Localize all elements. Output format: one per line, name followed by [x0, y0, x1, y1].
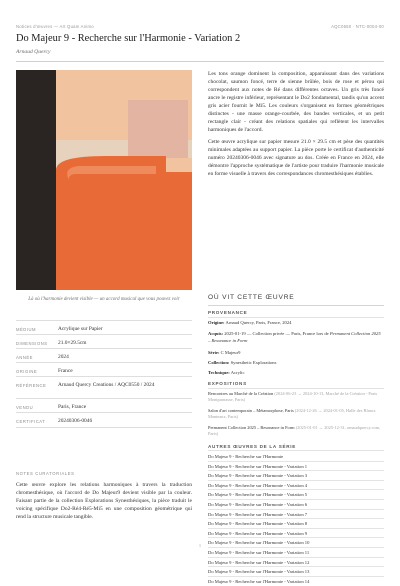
provenance-acquired: [208, 331, 384, 344]
collection-label: Collection:: [208, 360, 229, 365]
spec-key: VENDU: [16, 405, 33, 410]
origin-value: Arnaud Quercy, Paris, France, 2024: [226, 320, 292, 325]
origin-label: Origine:: [208, 320, 225, 325]
where-heading: OÙ VIT CETTE ŒUVRE: [208, 294, 294, 301]
spec-key: DIMENSIONS: [16, 341, 48, 346]
spec-key: RÉFÉRENCE: [16, 383, 46, 388]
spec-row-sold: [16, 398, 192, 412]
series-link[interactable]: Do Majeur 9 - Recherche sur l'Harmonie - Variation 10: [208, 538, 384, 548]
right-column: [208, 70, 384, 178]
technique-label: Technique:: [208, 370, 230, 375]
series-link[interactable]: Do Majeur 9 - Recherche sur l'Harmonie - Variation 12: [208, 558, 384, 568]
exposition-name: Rencontres au Marché de la Création: [208, 391, 273, 396]
description-paragraph: Cette œuvre acrylique sur papier mesure 21.0 × 29.5 cm et pèse des quantités minimales adaptées au support papier. La pièce porte le certificat d'authenticité numéro 20240306-0046 avec signature au dos. Créée en France en 2024, elle démontre l'approche systématique de l'artiste pour traduire l'harmonie musicale en forme visuelle à travers des correspondances chromesthésiques établies.: [208, 138, 384, 178]
series-value: C Majeur9: [221, 350, 241, 355]
artist-name: Arnaud Quercy: [16, 49, 50, 55]
spec-key: ANNÉE: [16, 355, 33, 360]
series-link[interactable]: Do Majeur 9 - Recherche sur l'Harmonie - Variation 3: [208, 471, 384, 481]
exposition-item: [208, 425, 384, 438]
provenance-heading: PROVENANCE: [208, 310, 247, 315]
series-link[interactable]: Do Majeur 9 - Recherche sur l'Harmonie - Variation 14: [208, 577, 384, 586]
series-link[interactable]: Do Majeur 9 - Recherche sur l'Harmonie - Variation 1: [208, 462, 384, 472]
series-label: Série:: [208, 350, 219, 355]
art-rose-band: [128, 100, 188, 160]
page-number: 1: [16, 543, 384, 548]
exposition-item: [208, 408, 384, 421]
spec-value: 21.0×29.5cm: [58, 339, 190, 347]
technique-value: Acrylic: [231, 370, 245, 375]
art-dark-band: [16, 70, 56, 290]
spec-row-dimensions: [16, 334, 192, 348]
provenance-series: [208, 350, 384, 357]
description-paragraph: Les tons orange dominent la composition, apparaissant dans des variations chocolat, saumon foncé, terre de sienne brûlée, bois de rose et pérou qui correspondent aux notes de Ré dans différentes octaves. Un gris très foncé ancre le registre inférieur, représentant le Do2 fondamental, tandis qu'un accent gris acier fournit le Mi5. Les couleurs s'organisent en formes géométriques distinctes - une masse orange-courbée, des bandes verticales, et un petit rectangle clair - créant des relations spatiales qui reflètent les intervalles harmoniques de l'accord.: [208, 70, 384, 134]
series-link[interactable]: Do Majeur 9 - Recherche sur l'Harmonie - Variation 5: [208, 490, 384, 500]
specs-table: [16, 320, 192, 428]
spec-key: CERTIFICAT: [16, 419, 45, 424]
spec-value: Arnaud Quercy Creations / AQC0550 / 2024: [58, 381, 190, 389]
header-divider: [16, 61, 384, 62]
series-link[interactable]: Do Majeur 9 - Recherche sur l'Harmonie: [208, 452, 384, 462]
series-link[interactable]: Do Majeur 9 - Recherche sur l'Harmonie - Variation 4: [208, 481, 384, 491]
where-divider: [208, 305, 384, 306]
curatorial-notes: Cette œuvre explore les relations harmoniques à travers la traduction chromesthésique, où l'accord de Do Majeur9 devient visible par la couleur. Faisant partie de la collection Explorations Synesthésiques, la pièce traduit le voicing spécifique Do2-Ré4-Ré5-Mi5 en une composition géométrique qui rend la structure musicale tangible.: [16, 481, 192, 521]
series-heading: AUTRES ŒUVRES DE LA SÉRIE: [208, 444, 296, 449]
spec-key: ORIGINE: [16, 369, 37, 374]
exposition-name: Permanent Collection 2025 – Resonance in Form: [208, 425, 295, 430]
acquired-label: Acquis:: [208, 331, 223, 336]
spec-row-year: [16, 348, 192, 362]
collection-label: Notices d'œuvres — Art Quam Animo: [16, 24, 94, 29]
spec-row-certificate: [16, 412, 192, 428]
spec-value: 20240306-0046: [58, 417, 190, 425]
spec-value: Paris, France: [58, 403, 190, 411]
spec-row-reference: [16, 376, 192, 398]
provenance-technique: [208, 370, 384, 377]
series-link[interactable]: Do Majeur 9 - Recherche sur l'Harmonie - Variation 6: [208, 500, 384, 510]
art-orange-mass: [56, 156, 192, 290]
acquired-event: Permanent Collection 2025 – Resonance in Form: [208, 331, 381, 343]
reference-label: AQC0550 · NTC-0004-00: [331, 24, 384, 29]
notes-heading: NOTES CURATORIALES: [16, 471, 75, 476]
exposition-detail: (2025-01-01 → 2025-12-31, arnaudquercy.com, Paris): [208, 425, 380, 436]
spec-value: France: [58, 367, 190, 375]
provenance-origin: [208, 320, 384, 327]
art-light-rect: [166, 158, 192, 172]
abstract-painting-icon: [16, 70, 192, 290]
spec-row-origin: [16, 362, 192, 376]
top-bar: [16, 24, 384, 32]
spec-row-medium: [16, 320, 192, 334]
page-title: Do Majeur 9 - Recherche sur l'Harmonie - Variation 2: [16, 33, 384, 45]
artwork-caption: Là où l'harmonie devient visible — un accord musical que vous pouvez voir: [28, 296, 180, 304]
spec-key: MÉDIUM: [16, 327, 36, 332]
expositions-heading: EXPOSITIONS: [208, 381, 247, 386]
series-link[interactable]: Do Majeur 9 - Recherche sur l'Harmonie - Variation 13: [208, 567, 384, 577]
series-link[interactable]: Do Majeur 9 - Recherche sur l'Harmonie - Variation 8: [208, 519, 384, 529]
exposition-name: Salon d'art contemporain – Métamorphose, Paris: [208, 408, 294, 413]
series-link[interactable]: Do Majeur 9 - Recherche sur l'Harmonie - Variation 11: [208, 548, 384, 558]
exposition-detail: (2024-06-23 → 2024-10-13, Marché de la Création - Paris Montparnasse, Paris): [208, 391, 377, 402]
collection-value: Synesthetic Explorations: [231, 360, 277, 365]
artwork-image: [16, 70, 192, 290]
acquired-value: 2025-01-19 — Collection privée — Paris, France lors de: [224, 331, 330, 336]
exposition-detail: (2024-12-26 → 2024-01-05, Halle des Blancs Manteaux, Paris): [208, 408, 376, 419]
notice-page: [16, 0, 384, 565]
series-link[interactable]: Do Majeur 9 - Recherche sur l'Harmonie - Variation 7: [208, 510, 384, 520]
series-link[interactable]: Do Majeur 9 - Recherche sur l'Harmonie - Variation 9: [208, 529, 384, 539]
provenance-collection: [208, 360, 384, 367]
exposition-item: [208, 391, 384, 404]
spec-value: Acrylique sur Papier: [58, 325, 190, 333]
spec-value: 2024: [58, 353, 190, 361]
